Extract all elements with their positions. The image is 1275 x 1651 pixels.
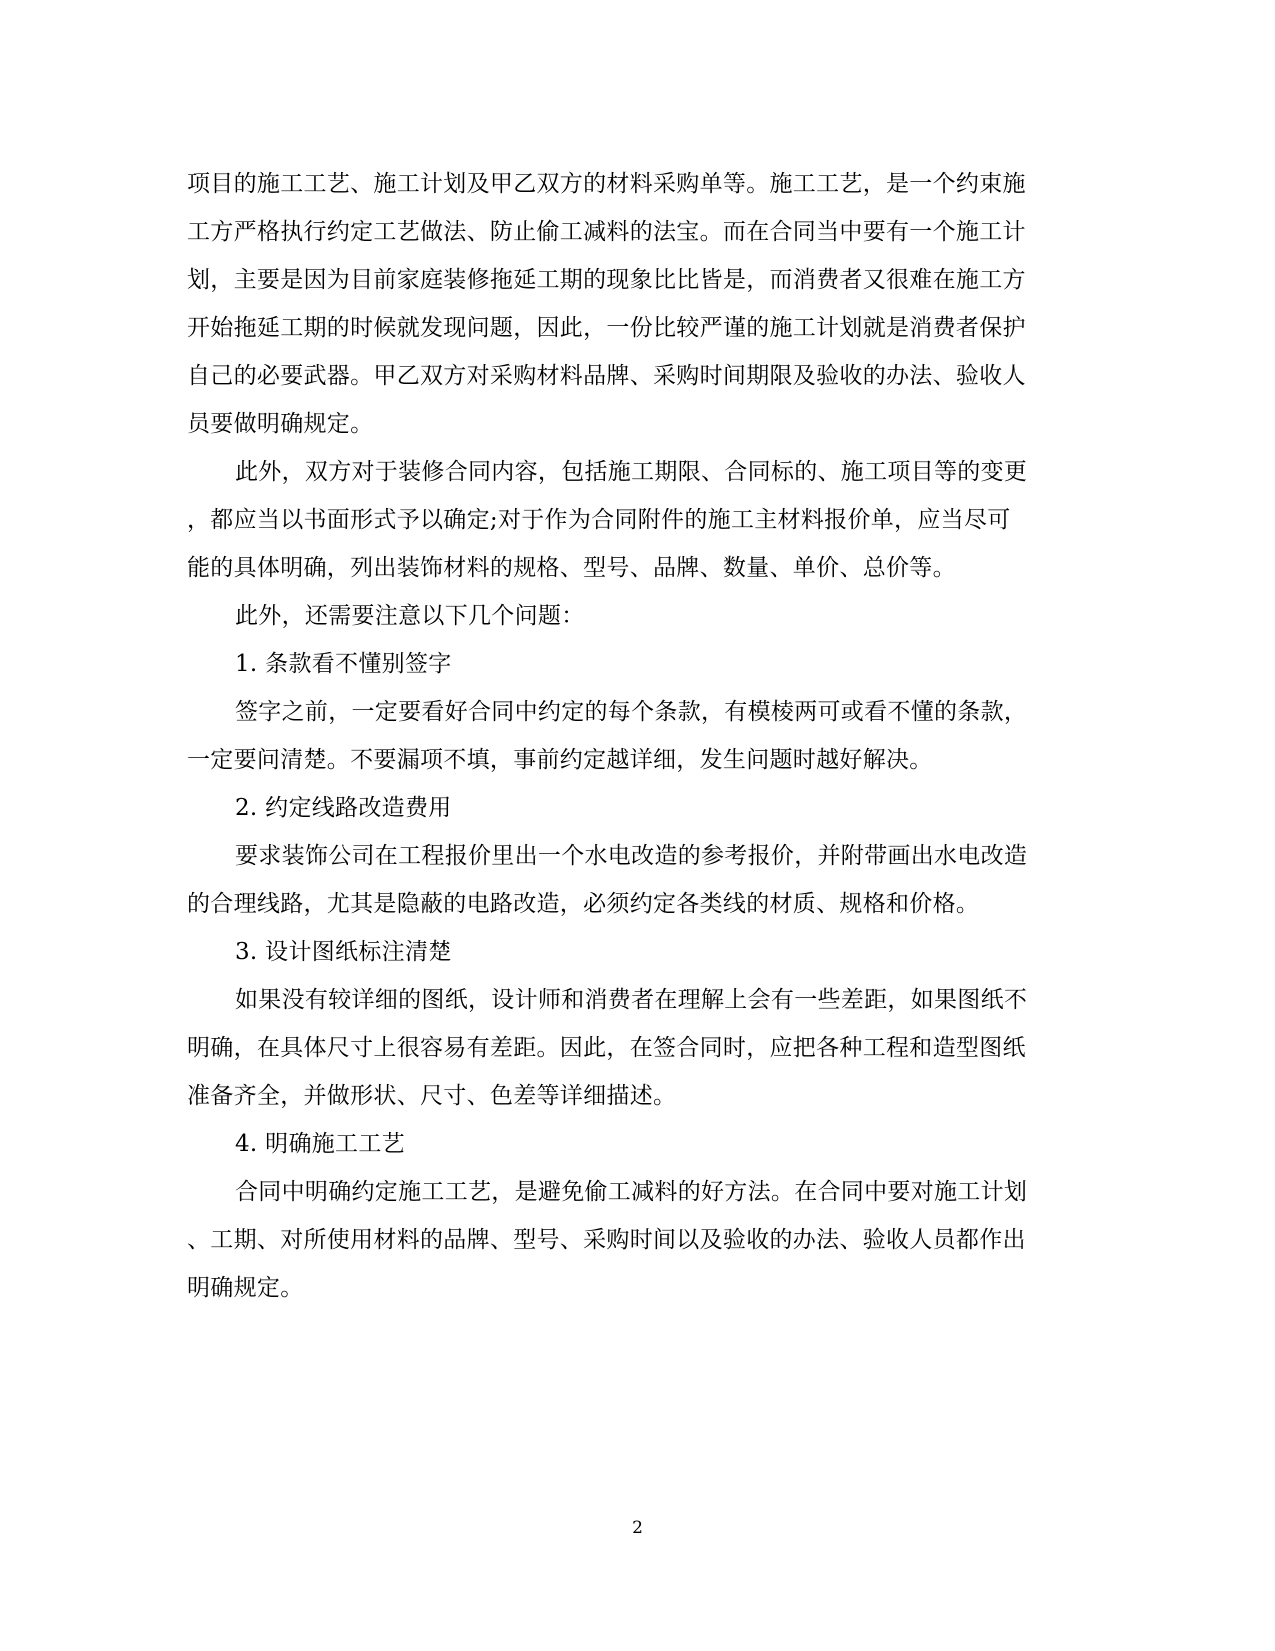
page-number: 2 xyxy=(632,1518,643,1538)
text-line: 开始拖延工期的时候就发现问题，因此，一份比较严谨的施工计划就是消费者保护 xyxy=(187,315,1026,341)
text-line: 项目的施工工艺、施工计划及甲乙双方的材料采购单等。施工工艺，是一个约束施 xyxy=(187,171,1026,197)
text-line: 工方严格执行约定工艺做法、防止偷工减料的法宝。而在合同当中要有一个施工计 xyxy=(187,219,1026,245)
text-line: 划，主要是因为目前家庭装修拖延工期的现象比比皆是，而消费者又很难在施工方 xyxy=(187,267,1026,293)
text-line: 此外，还需要注意以下几个问题： xyxy=(235,603,585,629)
text-line: 员要做明确规定。 xyxy=(187,411,374,437)
text-line: 准备齐全，并做形状、尺寸、色差等详细描述。 xyxy=(187,1083,677,1109)
section-heading: 3. 设计图纸标注清楚 xyxy=(235,939,452,965)
text-line: 明确规定。 xyxy=(187,1275,304,1301)
body-text xyxy=(187,160,1087,1312)
text-line: 要求装饰公司在工程报价里出一个水电改造的参考报价，并附带画出水电改造 xyxy=(235,843,1028,869)
section-heading: 4. 明确施工工艺 xyxy=(235,1131,405,1157)
text-line: 合同中明确约定施工工艺，是避免偷工减料的好方法。在合同中要对施工计划 xyxy=(235,1179,1028,1205)
text-line: 签字之前，一定要看好合同中约定的每个条款，有模棱两可或看不懂的条款， xyxy=(235,699,1028,725)
text-line: 的合理线路，尤其是隐蔽的电路改造，必须约定各类线的材质、规格和价格。 xyxy=(187,891,980,917)
text-line: 自己的必要武器。甲乙双方对采购材料品牌、采购时间期限及验收的办法、验收人 xyxy=(187,363,1026,389)
text-line: 能的具体明确，列出装饰材料的规格、型号、品牌、数量、单价、总价等。 xyxy=(187,555,956,581)
text-line: 如果没有较详细的图纸，设计师和消费者在理解上会有一些差距，如果图纸不 xyxy=(235,987,1028,1013)
text-line: ，都应当以书面形式予以确定;对于作为合同附件的施工主材料报价单，应当尽可 xyxy=(187,507,1011,533)
text-line: 明确，在具体尺寸上很容易有差距。因此，在签合同时，应把各种工程和造型图纸 xyxy=(187,1035,1026,1061)
text-line: 、工期、对所使用材料的品牌、型号、采购时间以及验收的办法、验收人员都作出 xyxy=(187,1227,1026,1253)
section-heading: 2. 约定线路改造费用 xyxy=(235,795,452,821)
text-line: 此外，双方对于装修合同内容，包括施工期限、合同标的、施工项目等的变更 xyxy=(235,459,1028,485)
section-heading: 1. 条款看不懂别签字 xyxy=(235,651,452,677)
text-line: 一定要问清楚。不要漏项不填，事前约定越详细，发生问题时越好解决。 xyxy=(187,747,933,773)
